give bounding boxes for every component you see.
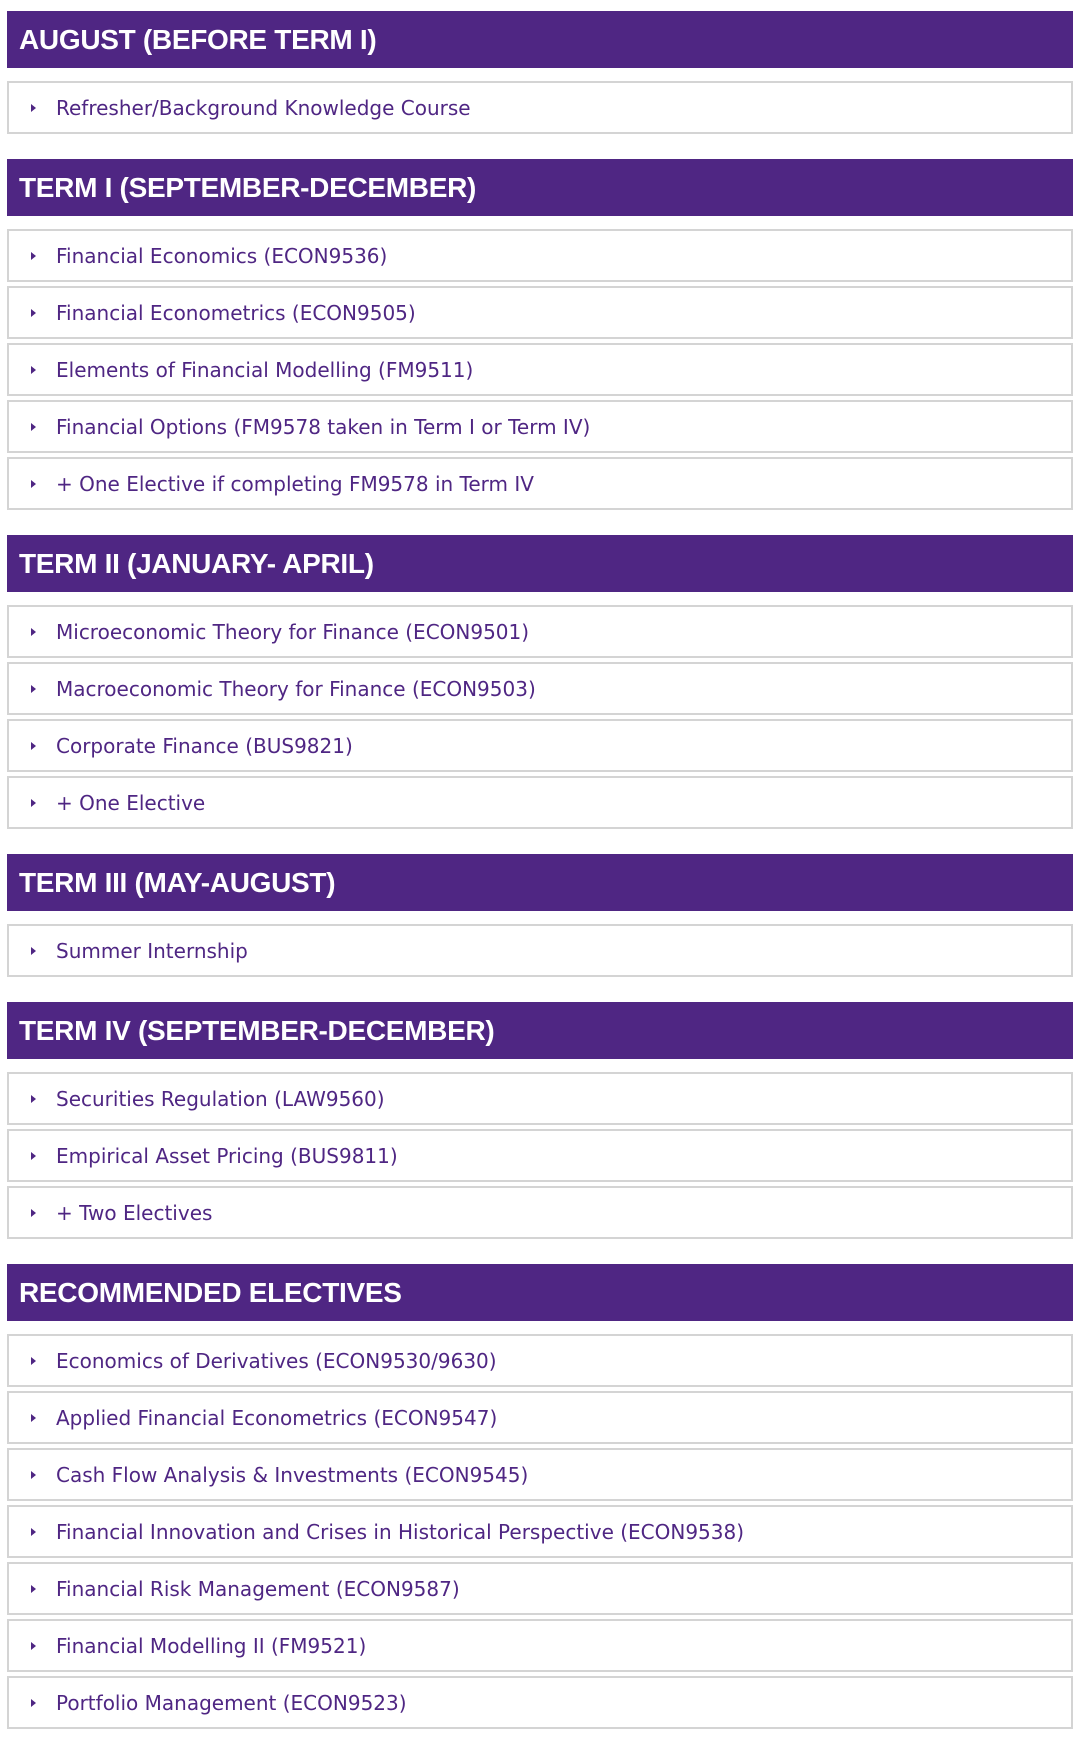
caret-right-icon (31, 1471, 36, 1479)
program-schedule (7, 11, 1073, 1754)
course-accordion-item[interactable] (7, 229, 1073, 282)
course-accordion-item[interactable] (7, 81, 1073, 134)
course-accordion-item[interactable] (7, 924, 1073, 977)
caret-right-icon (31, 1357, 36, 1365)
course-accordion-item[interactable] (7, 605, 1073, 658)
caret-right-icon (31, 685, 36, 693)
course-label: Financial Econometrics (ECON9505) (56, 300, 416, 325)
caret-right-icon (31, 1209, 36, 1217)
caret-right-icon (31, 252, 36, 260)
term-section (7, 1002, 1073, 1239)
caret-right-icon (31, 628, 36, 636)
course-accordion-item[interactable] (7, 776, 1073, 829)
course-list (7, 1334, 1073, 1729)
course-label: Economics of Derivatives (ECON9530/9630) (56, 1348, 497, 1373)
course-accordion-item[interactable] (7, 1129, 1073, 1182)
term-section (7, 11, 1073, 134)
caret-right-icon (31, 1699, 36, 1707)
course-label: Elements of Financial Modelling (FM9511) (56, 357, 474, 382)
course-accordion-item[interactable] (7, 1072, 1073, 1125)
caret-right-icon (31, 1642, 36, 1650)
caret-right-icon (31, 799, 36, 807)
section-header: TERM IV (SEPTEMBER-DECEMBER) (7, 1002, 1073, 1059)
caret-right-icon (31, 1528, 36, 1536)
course-accordion-item[interactable] (7, 457, 1073, 510)
section-header: TERM III (MAY-AUGUST) (7, 854, 1073, 911)
course-accordion-item[interactable] (7, 719, 1073, 772)
caret-right-icon (31, 1414, 36, 1422)
course-label: + One Elective (56, 790, 206, 815)
course-label: Securities Regulation (LAW9560) (56, 1086, 385, 1111)
course-label: Macroeconomic Theory for Finance (ECON9503) (56, 676, 536, 701)
course-list (7, 605, 1073, 829)
section-header: TERM I (SEPTEMBER-DECEMBER) (7, 159, 1073, 216)
course-label: Financial Modelling II (FM9521) (56, 1633, 367, 1658)
course-accordion-item[interactable] (7, 1186, 1073, 1239)
section-header: TERM II (JANUARY- APRIL) (7, 535, 1073, 592)
course-accordion-item[interactable] (7, 1619, 1073, 1672)
course-accordion-item[interactable] (7, 1334, 1073, 1387)
term-section (7, 854, 1073, 977)
course-list (7, 229, 1073, 510)
course-label: Empirical Asset Pricing (BUS9811) (56, 1143, 398, 1168)
caret-right-icon (31, 1152, 36, 1160)
course-label: + Two Electives (56, 1200, 213, 1225)
course-accordion-item[interactable] (7, 1562, 1073, 1615)
course-label: Summer Internship (56, 938, 248, 963)
course-label: + One Elective if completing FM9578 in Term IV (56, 471, 534, 496)
caret-right-icon (31, 1585, 36, 1593)
section-header: RECOMMENDED ELECTIVES (7, 1264, 1073, 1321)
course-accordion-item[interactable] (7, 1448, 1073, 1501)
course-accordion-item[interactable] (7, 1676, 1073, 1729)
course-label: Corporate Finance (BUS9821) (56, 733, 353, 758)
course-label: Financial Risk Management (ECON9587) (56, 1576, 460, 1601)
caret-right-icon (31, 742, 36, 750)
course-accordion-item[interactable] (7, 286, 1073, 339)
term-section (7, 159, 1073, 510)
course-accordion-item[interactable] (7, 662, 1073, 715)
course-list (7, 81, 1073, 134)
course-label: Microeconomic Theory for Finance (ECON9501) (56, 619, 530, 644)
caret-right-icon (31, 366, 36, 374)
caret-right-icon (31, 309, 36, 317)
course-label: Applied Financial Econometrics (ECON9547) (56, 1405, 498, 1430)
caret-right-icon (31, 423, 36, 431)
course-list (7, 1072, 1073, 1239)
course-list (7, 924, 1073, 977)
course-accordion-item[interactable] (7, 1391, 1073, 1444)
course-label: Cash Flow Analysis & Investments (ECON9545) (56, 1462, 529, 1487)
term-section (7, 535, 1073, 829)
caret-right-icon (31, 104, 36, 112)
course-label: Financial Economics (ECON9536) (56, 243, 388, 268)
course-label: Refresher/Background Knowledge Course (56, 95, 471, 120)
course-accordion-item[interactable] (7, 343, 1073, 396)
course-accordion-item[interactable] (7, 1505, 1073, 1558)
caret-right-icon (31, 947, 36, 955)
course-label: Financial Innovation and Crises in Historical Perspective (ECON9538) (56, 1519, 745, 1544)
course-label: Financial Options (FM9578 taken in Term I or Term IV) (56, 414, 591, 439)
course-label: Portfolio Management (ECON9523) (56, 1690, 407, 1715)
course-accordion-item[interactable] (7, 400, 1073, 453)
term-section (7, 1264, 1073, 1729)
section-header: AUGUST (BEFORE TERM I) (7, 11, 1073, 68)
caret-right-icon (31, 480, 36, 488)
caret-right-icon (31, 1095, 36, 1103)
